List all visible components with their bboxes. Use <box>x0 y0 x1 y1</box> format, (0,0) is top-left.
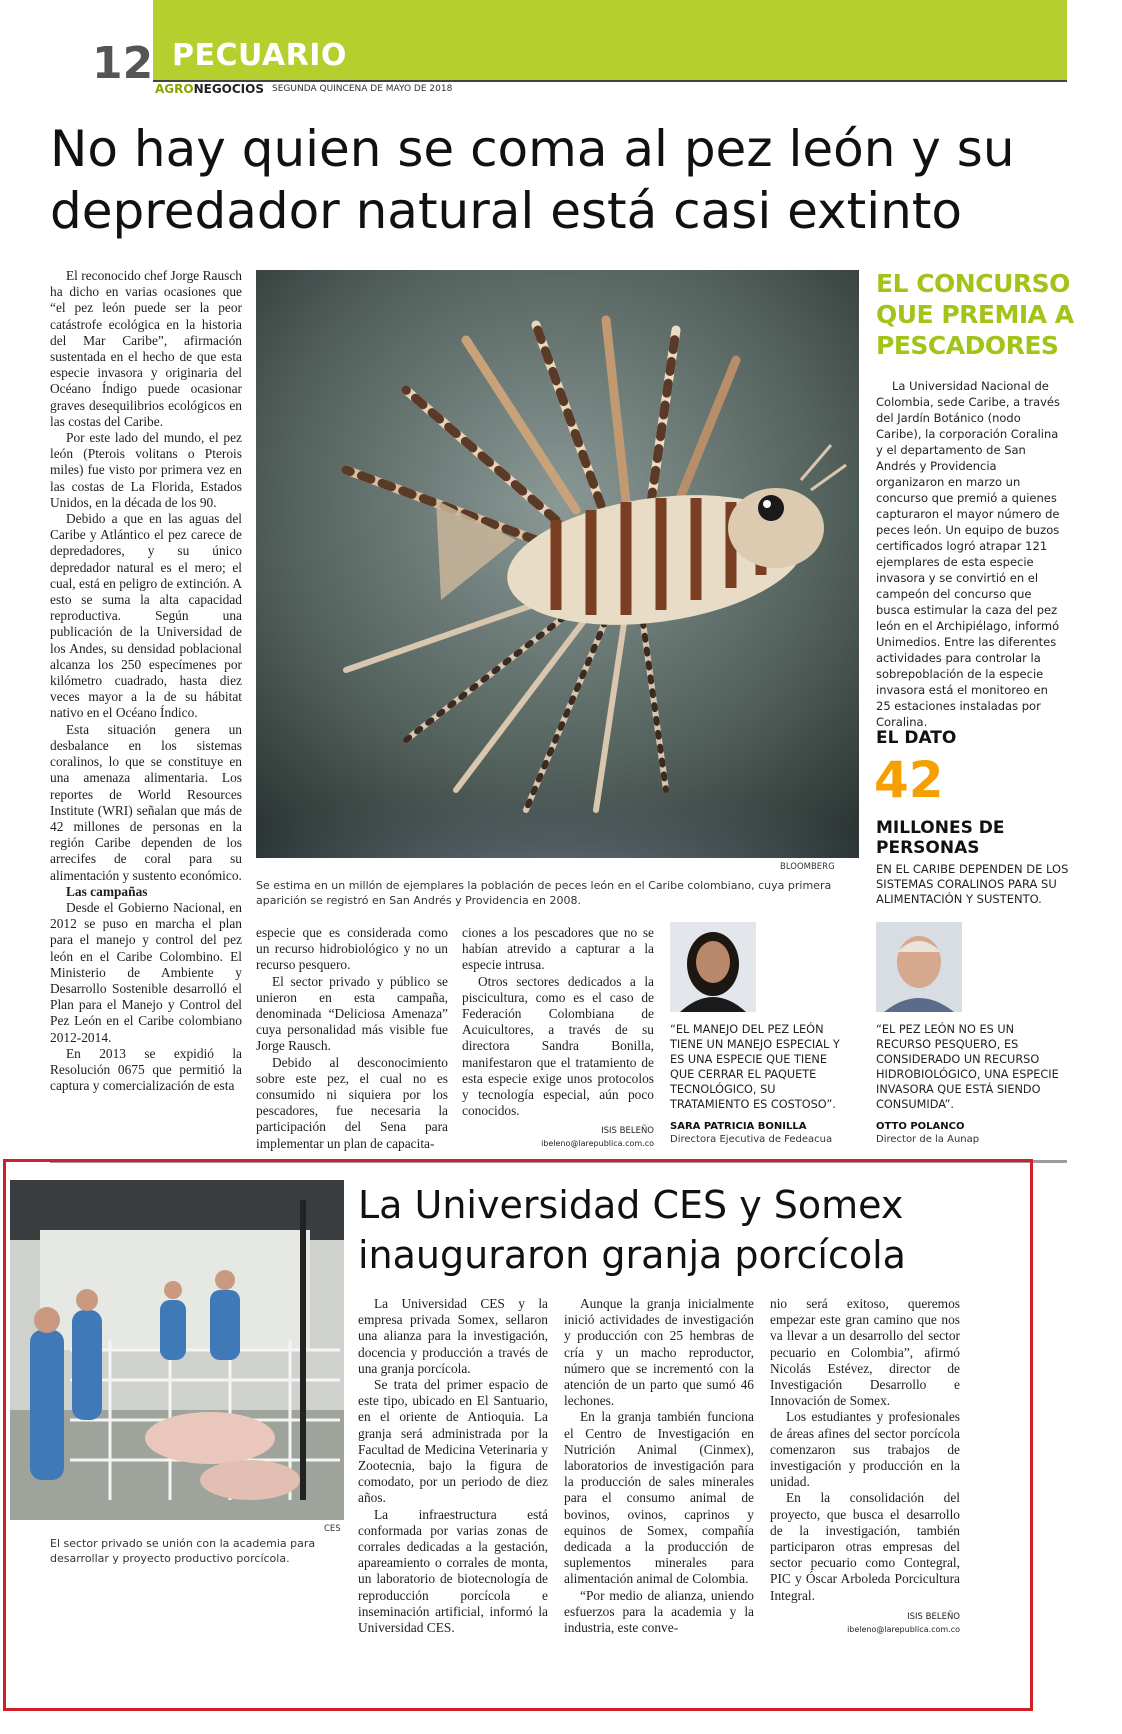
paragraph: especie que es considerada como un recurso hidrobiológico y no un recurso pesquero. <box>256 925 448 973</box>
paragraph: Por este lado del mundo, el pez león (Pterois volitans o Pterois miles) fue visto por primera vez en las costas de La Florida, Estados Unidos, en la década de los 90. <box>50 430 242 510</box>
lionfish-illustration <box>256 270 859 858</box>
dato-unit: MILLONES DE PERSONAS <box>876 818 1005 858</box>
quote-role: Director de la Aunap <box>876 1134 980 1145</box>
photo-caption: Se estima en un millón de ejemplares la población de peces león en el Caribe colombiano, cuya primera aparición se registró en San Andrés y Providencia en 2008. <box>256 879 832 907</box>
article-column-3 <box>462 925 654 1119</box>
photo-credit: BLOOMBERG <box>780 862 835 872</box>
paragraph: La Universidad CES y la empresa privada Somex, sellaron una alianza para la investigación, docencia y producción a través de una granja porcícola. <box>358 1296 548 1376</box>
paragraph: En la consolidación del proyecto, que busca el desarrollo de la investigación, también participaron otras empresas del sector pecuario como Contegral, PIC y Óscar Arboleda Porcicultura Integral. <box>770 1490 960 1603</box>
quote-name: SARA PATRICIA BONILLA <box>670 1121 807 1132</box>
paragraph: Se trata del primer espacio de este tipo, ubicado en El Santuario, en el oriente de Antioquia. La granja será administrada por la Facultad de Medicina Veterinaria y Zootecnia, bajo la figura de comodato, por un periodo de diez años. <box>358 1377 548 1506</box>
portrait-woman <box>670 922 756 1012</box>
portrait-man <box>876 922 962 1012</box>
paragraph: nio será exitoso, queremos empezar este gran camino que nos va llevar a un desarrollo del sector pecuario en Colombia”, afirmó Nicolás Estévez, director de Investigación Desarrollo e Innovación de Somex. <box>770 1296 960 1409</box>
sidebar-title: EL CONCURSO QUE PREMIA A PESCADORES <box>876 269 1074 360</box>
dato-number: 42 <box>874 751 944 809</box>
author-email: ibeleno@larepublica.com.co <box>847 1625 960 1634</box>
sidebar-text <box>876 378 1066 730</box>
paragraph: Desde el Gobierno Nacional, en 2012 se puso en marcha el plan para el manejo y control del pez león en el Caribe Colombino. El Ministerio de Ambiente y Desarrollo Sostenible desarrolló el Plan para el Manejo y Control del Pez León en el Caribe colombiano 2012-2014. <box>50 899 242 1045</box>
article-column-1 <box>50 268 242 1094</box>
section-name: PECUARIO <box>172 38 347 73</box>
logo-agro: AGRO <box>155 82 194 96</box>
byline: ISIS BELEÑO <box>601 1126 654 1136</box>
avatar <box>876 922 962 1012</box>
issue-date: SEGUNDA QUINCENA DE MAYO DE 2018 <box>272 84 453 94</box>
paragraph: Debido al desconocimiento sobre este pez, el cual no es consumido ni siquiera por los pescadores, fue necesaria la participación del Sena para implementar un plan de capacita- <box>256 1054 448 1151</box>
article-column-2 <box>256 925 448 1152</box>
quote-role: Directora Ejecutiva de Fedeacua <box>670 1134 833 1145</box>
paragraph: Aunque la granja inicialmente inició actividades de investigación y producción con 25 hembras de cría y un macho reproductor, número que se incrementó con la atención de un parto que sumó 46 lechones. <box>564 1296 754 1409</box>
subheading: Las campañas <box>66 883 148 899</box>
quote-text: “EL MANEJO DEL PEZ LEÓN TIENE UN MANEJO ESPECIAL Y ES UNA ESPECIE QUE TIENE QUE CERRAR EL PAQUETE TECNOLÓGICO, SU TRATAMIENTO ES COSTOSO”. <box>670 1023 840 1111</box>
photo-caption: El sector privado se unión con la academia para desarrollar y proyecto productivo porcícola. <box>50 1537 316 1565</box>
lionfish-photo <box>256 270 859 858</box>
masthead-logo <box>155 82 264 96</box>
dato-description: EN EL CARIBE DEPENDEN DE LOS SISTEMAS CORALINOS PARA SU ALIMENTACIÓN Y SUSTENTO. <box>876 862 1069 906</box>
avatar <box>670 922 756 1012</box>
sidebar-paragraph: La Universidad Nacional de Colombia, sede Caribe, a través del Jardín Botánico (nodo Caribe), la corporación Coralina y el departamento de San Andrés y Providencia organizaron en marzo un concurso que premió a quienes capturaron el mayor número de peces león. Un equipo de buzos certificados logró atrapar 121 ejemplares de esta especie invasora y se convirtió en el campeón del concurso que busca estimular la caza del pez león en el Archipiélago, informó Unimedios. Entre las diferentes actividades para controlar la sobrepoblación de la especie invasora está el monitoreo en 25 estaciones instaladas por Coralina. <box>876 379 1060 729</box>
paragraph: La infraestructura está conformada por varias zonas de corrales dedicadas a la gestación, apareamiento o corrales de monta, un laboratorio de biotecnología de reproducción porcícola e inseminación artificial, informó la Universidad CES. <box>358 1506 548 1636</box>
byline: ISIS BELEÑO <box>907 1612 960 1622</box>
quote-text: “EL PEZ LEÓN NO ES UN RECURSO PESQUERO, ES CONSIDERADO UN RECURSO HIDROBIOLÓGICO, UNA ESPECIE INVASORA QUE ESTÁ SIENDO CONSUMIDA”. <box>876 1023 1059 1111</box>
article-headline: La Universidad CES y Somex inauguraron granja porcícola <box>358 1183 906 1277</box>
logo-negocios: NEGOCIOS <box>193 82 264 96</box>
paragraph: El sector privado y público se unieron en esta campaña, denominada “Deliciosa Amenaza” cuya personalidad más visible fue Jorge Rausch. <box>256 973 448 1054</box>
paragraph: Los estudiantes y profesionales de áreas afines del sector porcícola comenzaron sus trabajos de investigación y producción en la unidad. <box>770 1409 960 1490</box>
paragraph: “Por medio de alianza, uniendo esfuerzos para la academia y la industria, este conve- <box>564 1587 754 1636</box>
paragraph: Otros sectores dedicados a la piscicultura, como es el caso de Federación Colombiana de Acuicultores, a través de su directora Sandra Bonilla, manifestaron que el tratamiento de esta especie exige unos protocolos y tecnología especial, aún poco conocidos. <box>462 973 654 1119</box>
page-number: 12 <box>92 38 154 89</box>
paragraph: El reconocido chef Jorge Rausch ha dicho en varias ocasiones que “el pez león puede ser la peor catástrofe ecológica en la historia del Mar Caribe”, afirmación sustentada en el hecho de que esta especie invasora y originaria del Océano Índigo puede ocasionar graves desequilibrios ecológicos en las costas del Caribe. <box>50 268 243 429</box>
paragraph: En la granja también funciona el Centro de Investigación en Nutrición Animal (Cinmex), laboratorios de investigación para la producción de sales minerales para el consumo animal de bovinos, ovinos, caprinos y equinos de Somex, compañía dedicada a la producción de suplementos minerales para alimentación animal de Colombia. <box>564 1409 754 1587</box>
masthead-rule <box>153 80 1067 82</box>
paragraph: ciones a los pescadores que no se habían atrevido a capturar a la especie intrusa. <box>462 925 654 973</box>
dato-label: EL DATO <box>876 728 957 748</box>
author-email: ibeleno@larepublica.com.co <box>541 1139 654 1148</box>
highlight-box <box>3 1159 1033 1711</box>
photo-credit: CES <box>324 1524 341 1534</box>
paragraph: Esta situación genera un desbalance en los sistemas coralinos, lo que se constituye en una amenaza alimentaria. Los reportes de World Resources Institute (WRI) señalan que más de 42 millones de personas en la región Caribe dependen de los arrecifes de coral para su alimentación y sustento económico. <box>50 721 242 883</box>
paragraph: En 2013 se expidió la Resolución 0675 que permitió la captura y comercialización de esta <box>50 1045 242 1094</box>
article-headline: No hay quien se coma al pez león y su depredador natural está casi extinto <box>50 120 1015 240</box>
paragraph: Debido a que en las aguas del Caribe y Atlántico el pez carece de depredadores, y su único depredador natural es el mero; el cual, está en peligro de extinción. A esto se suma la alta capacidad reproductiva. Según una publicación de la Universidad de los Andes, su densidad poblacional alcanza los 250 especímenes por kilómetro cuadrado, hasta diez veces mayor a la de su hábitat nativo en el Océano Índico. <box>50 511 242 721</box>
quote-name: OTTO POLANCO <box>876 1121 965 1132</box>
